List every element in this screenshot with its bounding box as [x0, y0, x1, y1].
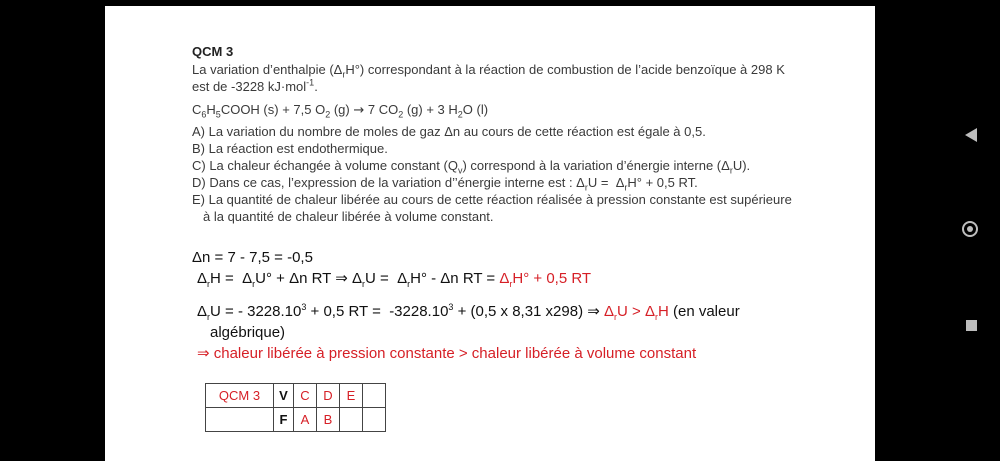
answer-row-true: [206, 384, 386, 408]
solution-line5: ⇒ chaleur libérée à pression constante > chaleur libérée à volume constant: [197, 345, 697, 362]
answer-empty-cell: [363, 384, 386, 408]
document-page: [105, 6, 875, 461]
left-margin: [0, 0, 105, 461]
option-d: D) Dans ce cas, l’expression de la variation d’’énergie interne est : $\Delta_rU = \Delta_rH^\circ + 0,5$ RT.: [192, 175, 698, 193]
option-a: A) La variation du nombre de moles de gaz Δn au cours de cette réaction est égale à 0,5.: [192, 124, 706, 139]
answer-false-b: B: [317, 408, 340, 432]
answer-table-label: QCM 3: [206, 384, 274, 408]
answer-empty-cell: [340, 408, 363, 432]
question-title: QCM 3: [192, 44, 234, 59]
question-intro-line1: La variation d’enthalpie $(\Delta_rH^\circ)$ correspondant à la réaction de combustion de l’acide benzoïque à 298 K: [192, 62, 785, 80]
solution-line4: algébrique): [210, 324, 286, 341]
solution-line2: $\Delta_rH = \Delta_rU^\circ + \Delta n$ RT ⇒ $\Delta_rU = \Delta_rH^\circ - \Delta n$ RT = $\Delta_rH^\circ + 0,5$ RT: [197, 269, 592, 289]
answer-true-c: C: [294, 384, 317, 408]
question-intro-line2: est de -3228 kJ·mol$^{-1}$.: [192, 77, 318, 94]
home-icon[interactable]: [962, 221, 978, 237]
answer-true-e: E: [340, 384, 363, 408]
option-c: C) La chaleur échangée à volume constant $(Q_v)$ correspond à la variation d’énergie interne $(\Delta_rU)$.: [192, 158, 751, 176]
option-b: B) La réaction est endothermique.: [192, 141, 388, 156]
answer-table: [205, 383, 386, 432]
answer-empty-cell: [363, 408, 386, 432]
back-icon[interactable]: [965, 128, 977, 142]
answer-false-a: A: [294, 408, 317, 432]
recent-apps-icon[interactable]: [966, 320, 977, 331]
answer-true-d: D: [317, 384, 340, 408]
answer-row-false: [206, 408, 386, 432]
solution-line1: Δn = 7 - 7,5 = -0,5: [192, 249, 313, 266]
reaction-equation: $C_6H_5COOH$ (s) + 7,5 $O_2$ (g) → 7 $CO_2$ (g) + 3 $H_2O$ (l): [192, 102, 489, 120]
answer-key-true: V: [274, 384, 294, 408]
navigation-bar: [875, 0, 1000, 461]
option-e-line1: E) La quantité de chaleur libérée au cours de cette réaction réalisée à pression constante est supérieure: [192, 192, 792, 207]
answer-key-false: F: [274, 408, 294, 432]
document-content: [192, 44, 832, 364]
solution-line3: $\Delta_rU$ = - $3228.10^3 + 0,5$ RT = $-3228.10^3 + (0,5$ x 8,31 x298) ⇒ $\Delta_rU > \Delta_rH$ (en valeur: [197, 302, 740, 322]
answer-table-empty-label: [206, 408, 274, 432]
option-e-line2: à la quantité de chaleur libérée à volume constant.: [203, 209, 494, 224]
